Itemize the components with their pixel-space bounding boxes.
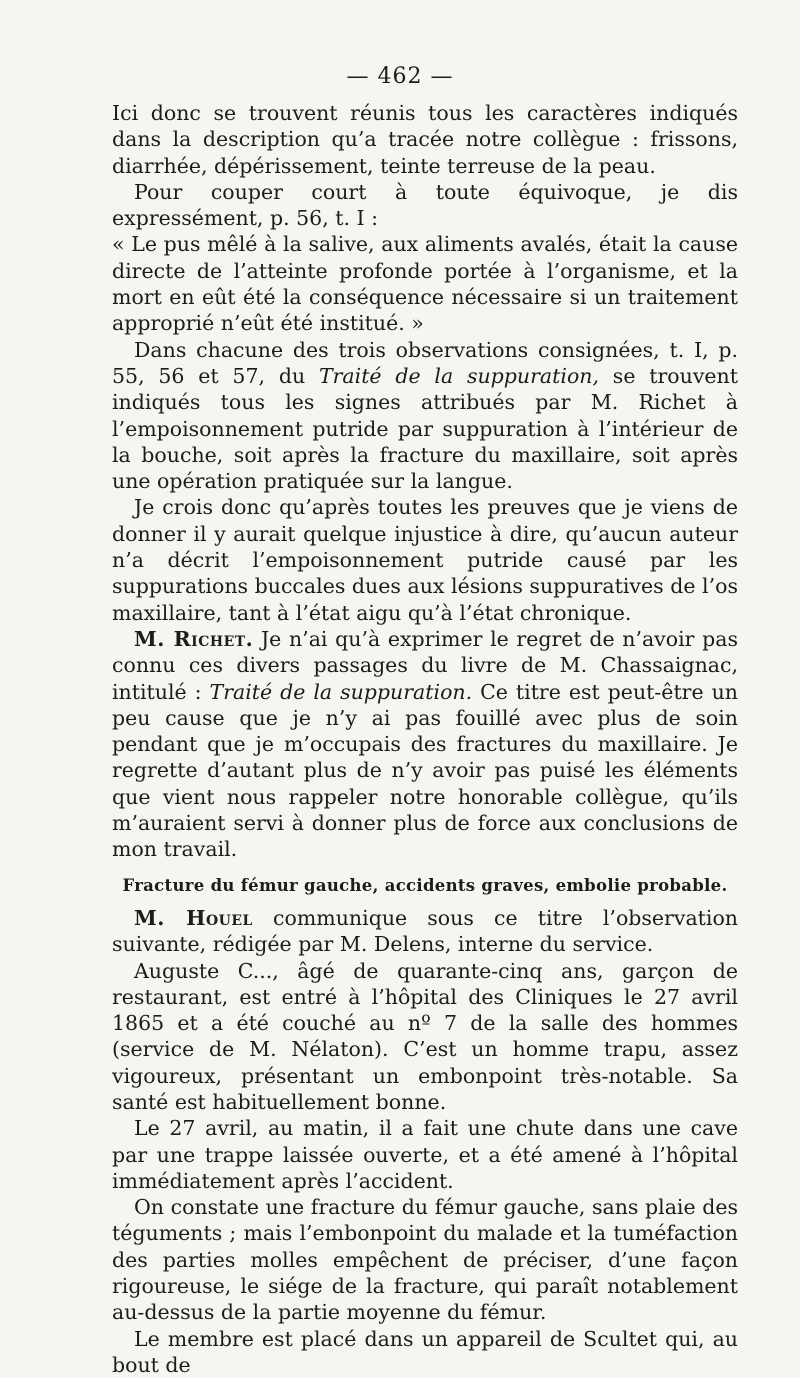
text-run: Ce titre est peut-être un peu cause que je n’y ai pas fouillé avec plus de soin pendant que je m’occupais des fractures du maxillaire. Je regrette d’autant plus de n’y avoir pas puisé les éléments que vient nous rappeler notre honorable collègue, qu’ils m’auraient servi à donner plus de force aux conclusions de mon travail. [112, 679, 738, 862]
paragraph: Le 27 avril, au matin, il a fait une chute dans une cave par une trappe laissée ouverte, et a été amené à l’hôpital immédiatement après l’accident. [112, 1116, 738, 1193]
speaker-name: M. Houel [134, 905, 253, 930]
paragraph [112, 337, 738, 495]
richet-reply [112, 626, 738, 863]
text-run: communique sous ce titre l’observation suivante, rédigée par M. Delens, interne du service. [112, 905, 738, 957]
paragraph: Pour couper court à toute équivoque, je dis expressément, p. 56, t. I : [112, 179, 738, 231]
body-text [112, 100, 738, 1378]
text-run: Dans chacune des trois observations consignées, t. I, p. 55, 56 et 57, du [112, 337, 738, 388]
book-title: Traité de la suppuration. [209, 679, 473, 704]
paragraph: Ici donc se trouvent réunis tous les caractères indiqués dans la description qu’a tracée notre collègue : frissons, diarrhée, dépérissement, teinte terreuse de la peau. [112, 101, 738, 178]
page-number: — 462 — [346, 64, 454, 89]
speaker-name: M. Richet. [134, 626, 254, 651]
section-title: Fracture du fémur gauche, accidents graves, embolie probable. [122, 875, 728, 895]
text-run: Je n’ai qu’à exprimer le regret de n’avoir pas connu ces divers passages du livre de M. Chassaignac, intitulé : [112, 626, 738, 704]
book-title: Traité de la suppuration, [318, 363, 600, 388]
paragraph: Auguste C..., âgé de quarante-cinq ans, garçon de restaurant, est entré à l’hôpital des Cliniques le 27 avril 1865 et a été couché au nº 7 de la salle des hommes (service de M. Nélaton). C’est un homme trapu, assez vigoureux, présentant un embonpoint très-notable. Sa santé est habituellement bonne. [112, 958, 738, 1114]
text-run: se trouvent indiqués tous les signes attribués par M. Richet à l’empoisonnement putride par suppuration à l’intérieur de la bouche, soit après la fracture du maxillaire, soit après une opération pratiquée sur la langue. [112, 363, 738, 494]
quotation: « Le pus mêlé à la salive, aux aliments avalés, était la cause directe de l’atteinte profonde portée à l’organisme, et la mort en eût été la conséquence nécessaire si un traitement approprié n’eût été institué. » [112, 232, 738, 336]
paragraph: Le membre est placé dans un appareil de Scultet qui, au bout de [112, 1326, 738, 1377]
paragraph: On constate une fracture du fémur gauche, sans plaie des téguments ; mais l’embonpoint du malade et la tuméfaction des parties molles empêchent de préciser, d’une façon rigoureuse, le siége de la fracture, qui paraît notablement au-dessus de la partie moyenne du fémur. [112, 1195, 738, 1325]
paragraph: Je crois donc qu’après toutes les preuves que je viens de donner il y aurait quelque injustice à dire, qu’aucun auteur n’a décrit l’empoisonnement putride causé par les suppurations buccales dues aux lésions suppuratives de l’os maxillaire, tant à l’état aigu qu’à l’état chronique. [112, 495, 738, 625]
houel-intro [112, 905, 738, 958]
